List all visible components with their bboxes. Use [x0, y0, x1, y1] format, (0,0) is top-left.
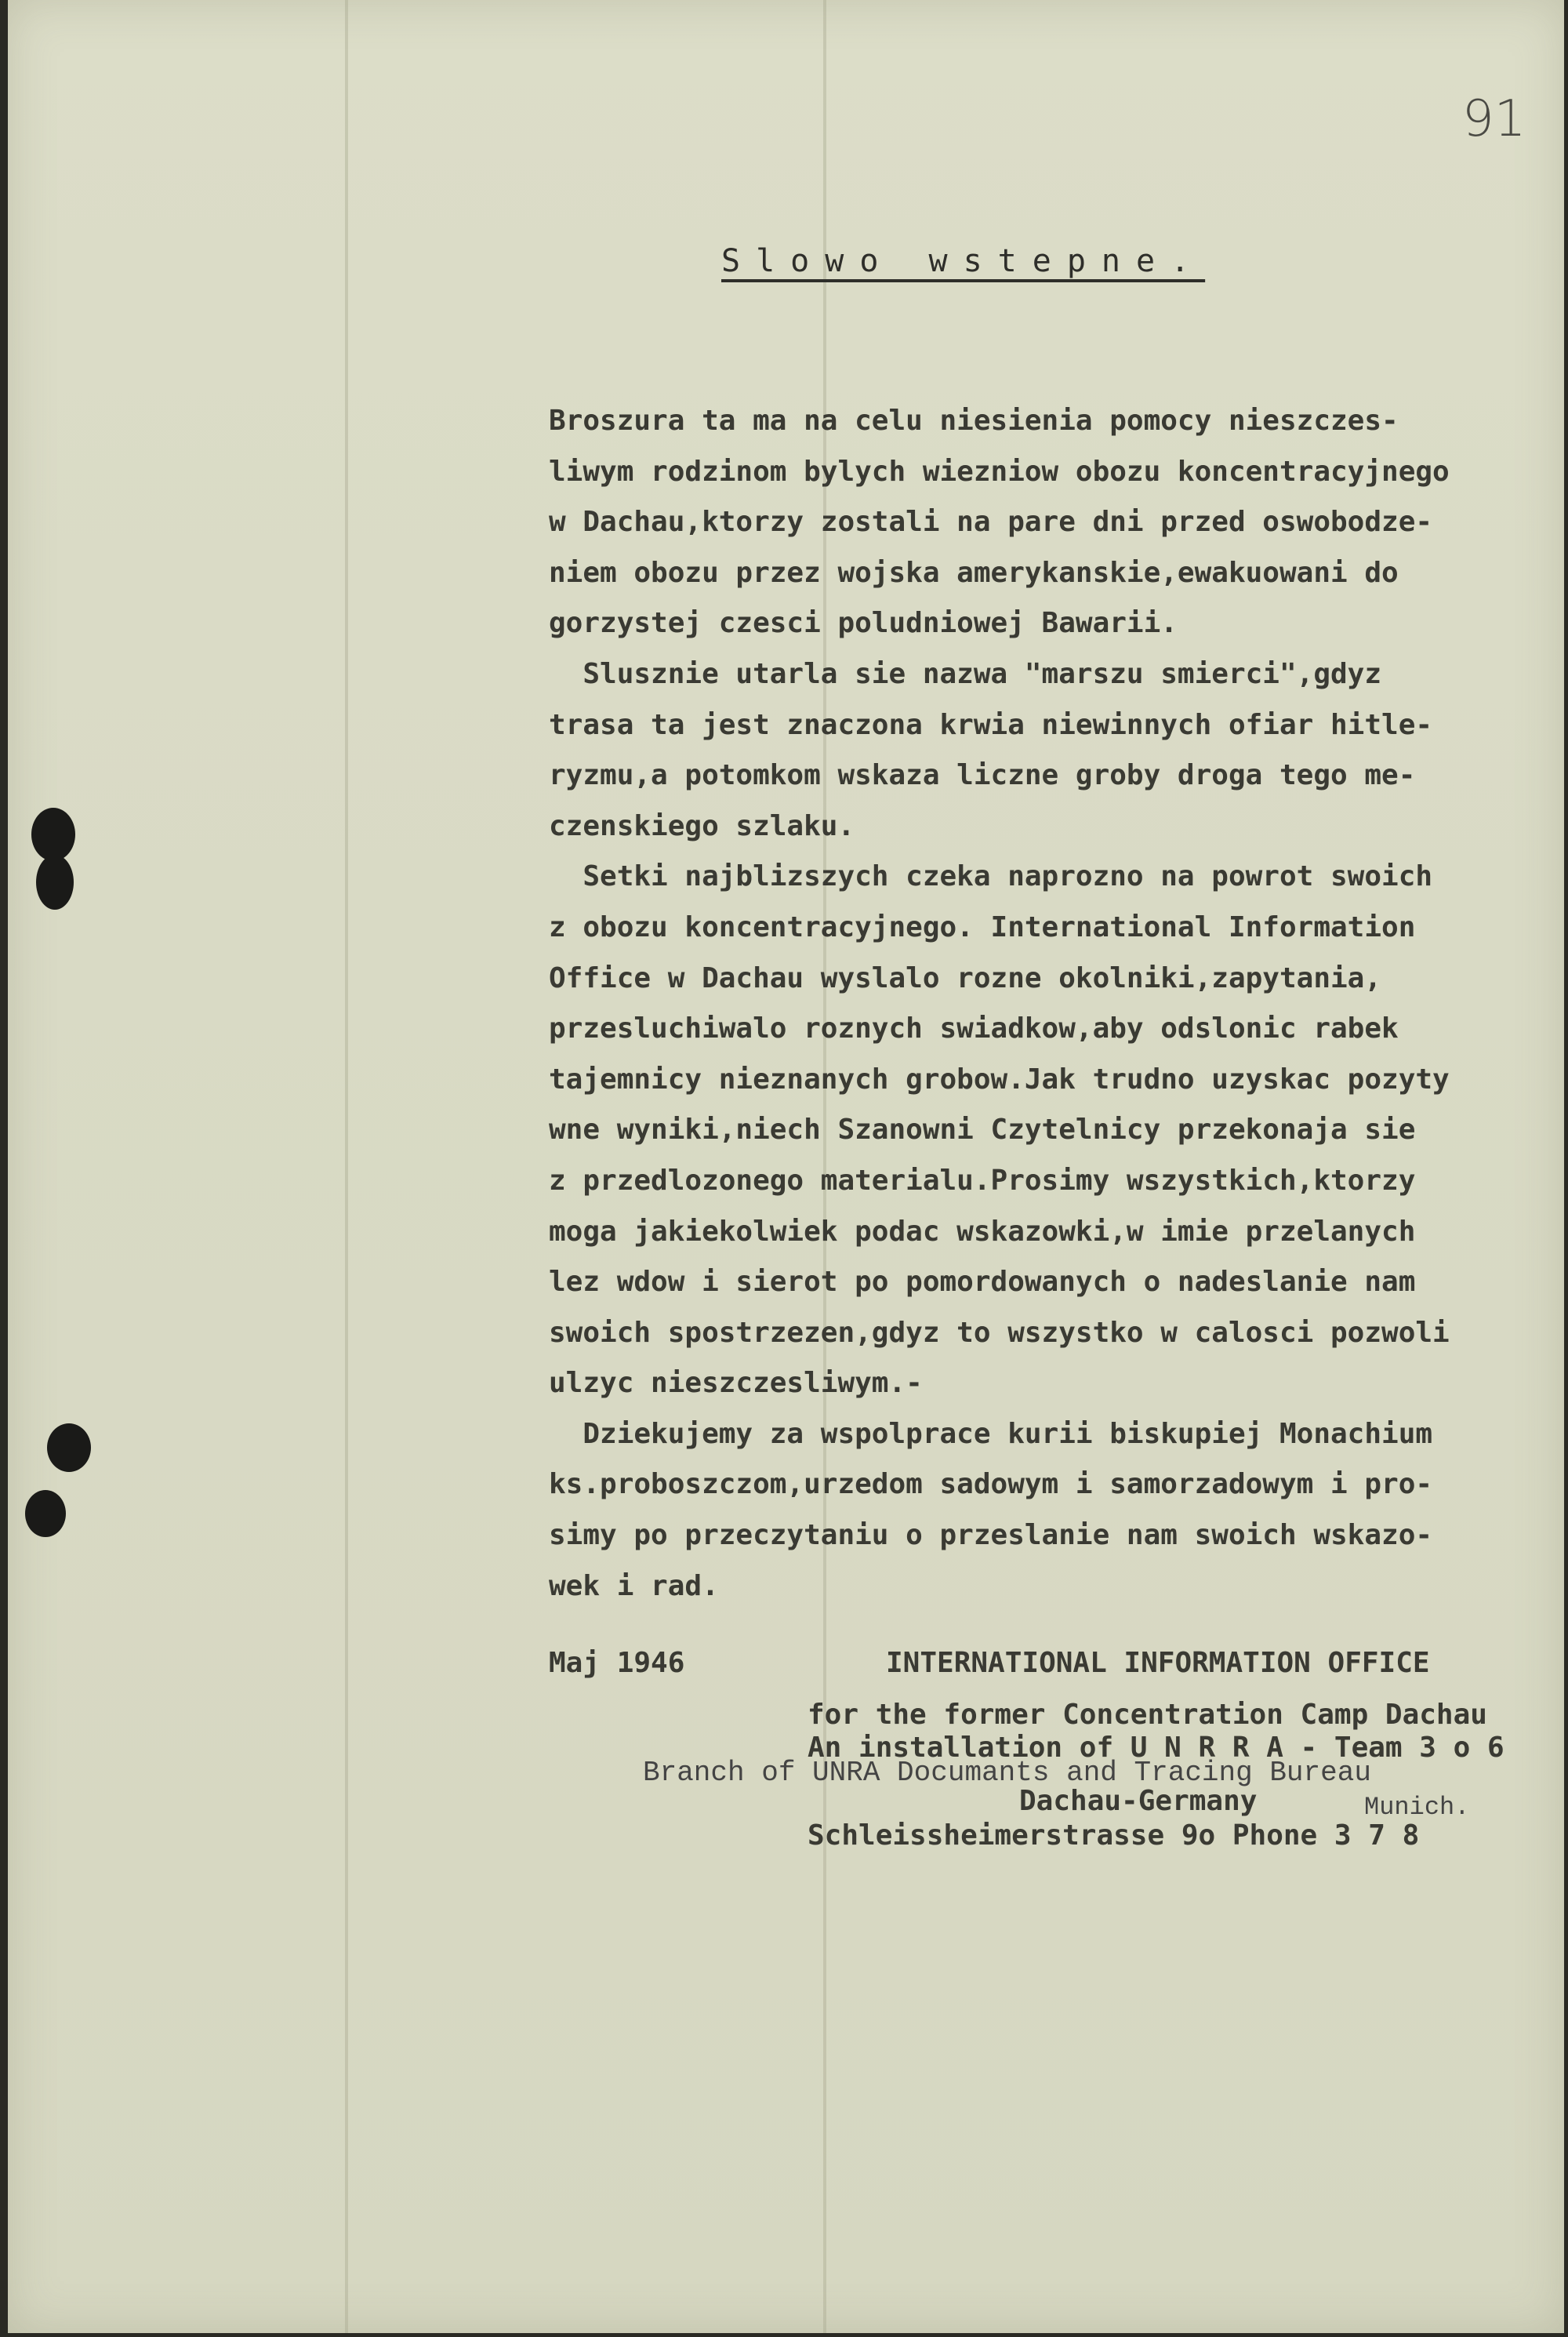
body-line: lez wdow i sierot po pomordowanych o nadeslanie nam — [549, 1266, 1416, 1299]
signature-date: Maj 1946 — [549, 1647, 685, 1679]
signature-address: Schleissheimerstrasse 9o Phone 3 7 8 — [808, 1819, 1420, 1852]
fold-line — [345, 0, 348, 2333]
page-title: Slowo wstepne. — [721, 243, 1206, 279]
body-line: ryzmu,a potomkom wskaza liczne groby droga tego me- — [549, 759, 1416, 792]
body-line: wne wyniki,niech Szanowni Czytelnicy przekonaja sie — [549, 1114, 1416, 1147]
body-line: wek i rad. — [549, 1569, 719, 1602]
body-line: trasa ta jest znaczona krwia niewinnych ofiar hitle- — [549, 708, 1433, 741]
document-page — [8, 0, 1564, 2333]
body-line: swoich spostrzezen,gdyz to wszystko w calosci pozwoli — [549, 1316, 1450, 1349]
signature-line-3: An installation of U N R R A - Team 3 o 6 — [808, 1732, 1504, 1764]
body-line: w Dachau,ktorzy zostali na pare dni przed oswobodze- — [549, 506, 1433, 539]
body-line: Dziekujemy za wspolprace kurii biskupiej Monachium — [549, 1417, 1433, 1450]
body-line: z przedlozonego materialu.Prosimy wszystkich,ktorzy — [549, 1164, 1416, 1197]
body-line: gorzystej czesci poludniowej Bawarii. — [549, 607, 1178, 640]
body-text — [549, 396, 1568, 1612]
body-line: ulzyc nieszczesliwym.- — [549, 1367, 923, 1400]
body-line: niem obozu przez wojska amerykanskie,ewakuowani do — [549, 556, 1399, 589]
signature-branch: Branch of UNRA Documants and Tracing Bureau — [643, 1757, 1371, 1789]
punch-hole — [31, 808, 75, 861]
punch-hole — [36, 855, 74, 910]
signature-line-2: for the former Concentration Camp Dachau — [808, 1699, 1487, 1731]
signature-location: Dachau-Germany — [1019, 1785, 1258, 1817]
body-line: tajemnicy nieznanych grobow.Jak trudno uzyskac pozyty — [549, 1063, 1450, 1096]
body-line: z obozu koncentracyjnego. International Information — [549, 910, 1416, 943]
body-line: moga jakiekolwiek podac wskazowki,w imie przelanych — [549, 1215, 1416, 1248]
body-line: simy po przeczytaniu o przeslanie nam swoich wskazo- — [549, 1519, 1433, 1552]
body-line: przesluchiwalo roznych swiadkow,aby odslonic rabek — [549, 1012, 1399, 1045]
body-line: liwym rodzinom bylych wiezniow obozu koncentracyjnego — [549, 455, 1450, 488]
body-line: Broszura ta ma na celu niesienia pomocy nieszczes- — [549, 405, 1399, 437]
punch-hole — [47, 1423, 91, 1472]
body-line: Office w Dachau wyslalo rozne okolniki,zapytania, — [549, 961, 1382, 994]
page-number: 91 — [1462, 90, 1526, 148]
body-line: Setki najblizszych czeka naprozno na powrot swoich — [549, 860, 1433, 893]
signature-city: Munich. — [1364, 1793, 1470, 1822]
body-line: Slusznie utarla sie nazwa "marszu smierci",gdyz — [549, 657, 1382, 690]
body-line: czenskiego szlaku. — [549, 809, 855, 842]
signature-org: INTERNATIONAL INFORMATION OFFICE — [886, 1647, 1430, 1679]
punch-hole — [25, 1490, 66, 1537]
body-line: ks.proboszczom,urzedom sadowym i samorzadowym i pro- — [549, 1468, 1433, 1501]
